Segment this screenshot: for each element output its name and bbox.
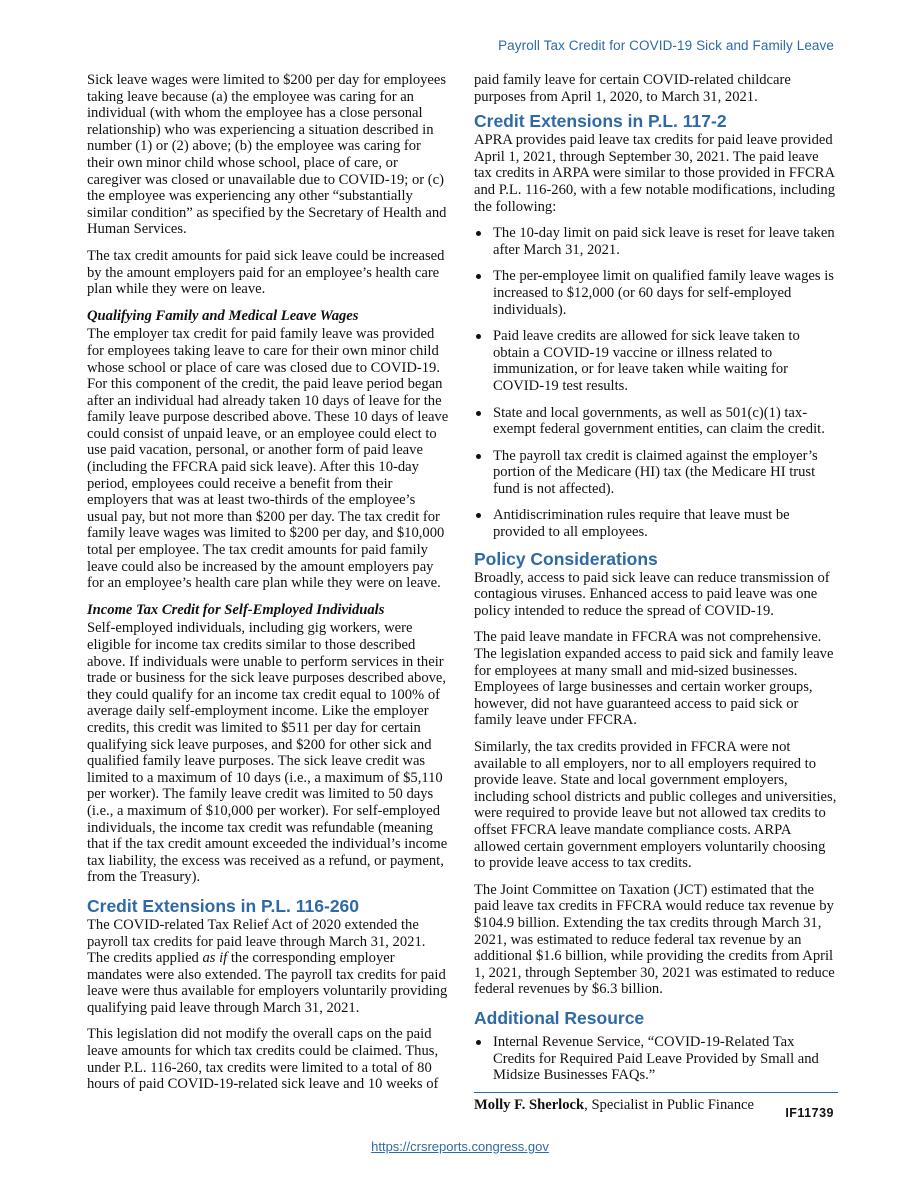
right-column [474, 72, 838, 1113]
author-line [474, 1097, 838, 1114]
emphasis-text: as if [202, 950, 228, 967]
list-item: The payroll tax credit is claimed against the employer’s portion of the Medicare (HI) tax (the Medicare HI trust fund is not affected). [474, 448, 838, 498]
paragraph: Broadly, access to paid sick leave can reduce transmission of contagious viruses. Enhanced access to paid leave was one policy intended to reduce the spread of COVID-19. [474, 569, 830, 619]
paragraph: The paid leave mandate in FFCRA was not comprehensive. The legislation expanded access to paid sick and family leave for employees at many small and mid-sized businesses. Employees of large businesses and certain worker groups, however, did not have guaranteed access to paid sick or family leave under FFCRA. [474, 629, 834, 729]
section-heading: Credit Extensions in P.L. 116-260 [87, 895, 360, 916]
subheading: Qualifying Family and Medical Leave Wages [87, 307, 359, 324]
paragraph: Self-employed individuals, including gig workers, were eligible for income tax credits similar to those described above. If individuals were unable to perform services in their trade or business for the sick leave purposes described above, they could qualify for an income tax credit equal to 100% of average daily self-employment income. Like the employer credits, this credit was limited to $511 per day for certain qualifying sick leave purposes, and $200 for other sick and qualified family leave purposes. The sick leave credit was limited to a maximum of 10 days (i.e., a maximum of $5,110 per worker). The family leave credit was limited to 50 days (i.e., a maximum of $10,000 per worker). For self-employed individuals, the income tax credit was refundable (meaning that if the tax credit amount exceeded the individual’s income tax liability, the excess was received as a refund, or payment, from the Treasury). [87, 620, 448, 886]
divider [474, 1092, 838, 1093]
section-heading: Additional Resource [474, 1007, 645, 1028]
left-column [87, 72, 449, 1103]
paragraph: The employer tax credit for paid family leave was provided for employees taking leave to care for their own minor child whose school or place of care was closed due to COVID-19. For this component of the credit, the paid leave period began after an individual had already taken 10 days of leave for the family leave purpose described above. These 10 days of leave could consist of unpaid leave, or an employee could elect to use paid vacation, personal, or another form of paid leave (including the FFCRA paid sick leave). After this 10-day period, employees could receive a benefit from their employers that was at least two-thirds of the employee’s usual pay, but not more than $200 per day. The tax credit for family leave wages was limited to $200 per day, and $10,000 total per employee. The tax credit amounts for paid family leave could also be increased by the amount employers pay for an employee’s health care plan while they were on leave. [87, 326, 449, 592]
paragraph: The Joint Committee on Taxation (JCT) estimated that the paid leave tax credits in FFCRA would reduce tax revenue by $104.9 billion. Extending the tax credits through March 31, 2021, was estimated to reduce federal tax revenue by an additional $1.6 billion, while providing the credits from April 1, 2021, through September 30, 2021 was estimated to reduce federal revenues by $6.3 billion. [474, 881, 835, 998]
document-id: IF11739 [785, 1106, 834, 1120]
bullet-list [474, 225, 838, 541]
author-name: Molly F. Sherlock [474, 1096, 585, 1113]
list-item: The 10-day limit on paid sick leave is reset for leave taken after March 31, 2021. [474, 225, 838, 258]
paragraph: APRA provides paid leave tax credits for paid leave provided April 1, 2021, through September 30, 2021. The paid leave tax credits in ARPA were similar to those provided in FFCRA and P.L. 116-260, with a few notable modifications, including the following: [474, 132, 835, 215]
resource-item: Internal Revenue Service, “COVID-19-Related Tax Credits for Required Paid Leave Provided by Small and Midsize Businesses FAQs.” [474, 1034, 838, 1084]
footer-link[interactable]: https://crsreports.congress.gov [371, 1139, 549, 1154]
paragraph: paid family leave for certain COVID-related childcare purposes from April 1, 2020, to March 31, 2021. [474, 72, 791, 105]
text-run: The COVID-related Tax Relief Act of 2020 extended the payroll tax credits for paid leave through March 31, 2021. The credits applied [87, 916, 426, 967]
section-heading: Credit Extensions in P.L. 117-2 [474, 111, 727, 132]
list-item: Paid leave credits are allowed for sick leave taken to obtain a COVID-19 vaccine or illness related to immunization, or for leave taken while waiting for COVID-19 test results. [474, 328, 838, 394]
paragraph: This legislation did not modify the overall caps on the paid leave amounts for which tax credits could be claimed. Thus, under P.L. 116-260, tax credits were limited to a total of 80 hours of paid COVID-19-related sick leave and 10 weeks of [87, 1026, 439, 1093]
author-title: , Specialist in Public Finance [584, 1096, 754, 1113]
list-item: The per-employee limit on qualified family leave wages is increased to $12,000 (or 60 days for self-employed individuals). [474, 268, 838, 318]
list-item: Antidiscrimination rules require that leave must be provided to all employees. [474, 507, 838, 540]
resource-list [474, 1034, 838, 1084]
paragraph: The tax credit amounts for paid sick leave could be increased by the amount employers paid for an employee’s health care plan while they were on leave. [87, 247, 445, 298]
subheading: Income Tax Credit for Self-Employed Individuals [87, 601, 385, 618]
running-header: Payroll Tax Credit for COVID-19 Sick and Family Leave [498, 38, 834, 53]
paragraph: Sick leave wages were limited to $200 per day for employees taking leave because (a) the employee was caring for an individual (with whom the employee has a close personal relationship) who was experiencing a situation described in number (1) or (2) above; (b) the employee was caring for their own minor child whose school, place of care, or caregiver was closed or unavailable due to COVID-19; or (c) the employee was experiencing any other “substantially similar condition” as specified by the Secretary of Health and Human Services. [87, 72, 447, 238]
text-run: the corresponding employer mandates were also extended. The payroll tax credits for paid leave were thus available for employers voluntarily providing qualifying paid leave through March 31, 2021. [87, 950, 448, 1016]
paragraph: Similarly, the tax credits provided in FFCRA were not available to all employers, nor to all employers required to provide leave. State and local government employers, including school districts and public colleges and universities, were required to provide leave but not allowed tax credits to offset FFCRA leave mandate compliance costs. ARPA allowed certain government employers voluntarily choosing to provide leave access to tax credits. [474, 739, 837, 872]
paragraph [87, 917, 449, 1017]
list-item: State and local governments, as well as 501(c)(1) tax-exempt federal government entities, can claim the credit. [474, 405, 838, 438]
section-heading: Policy Considerations [474, 548, 658, 569]
